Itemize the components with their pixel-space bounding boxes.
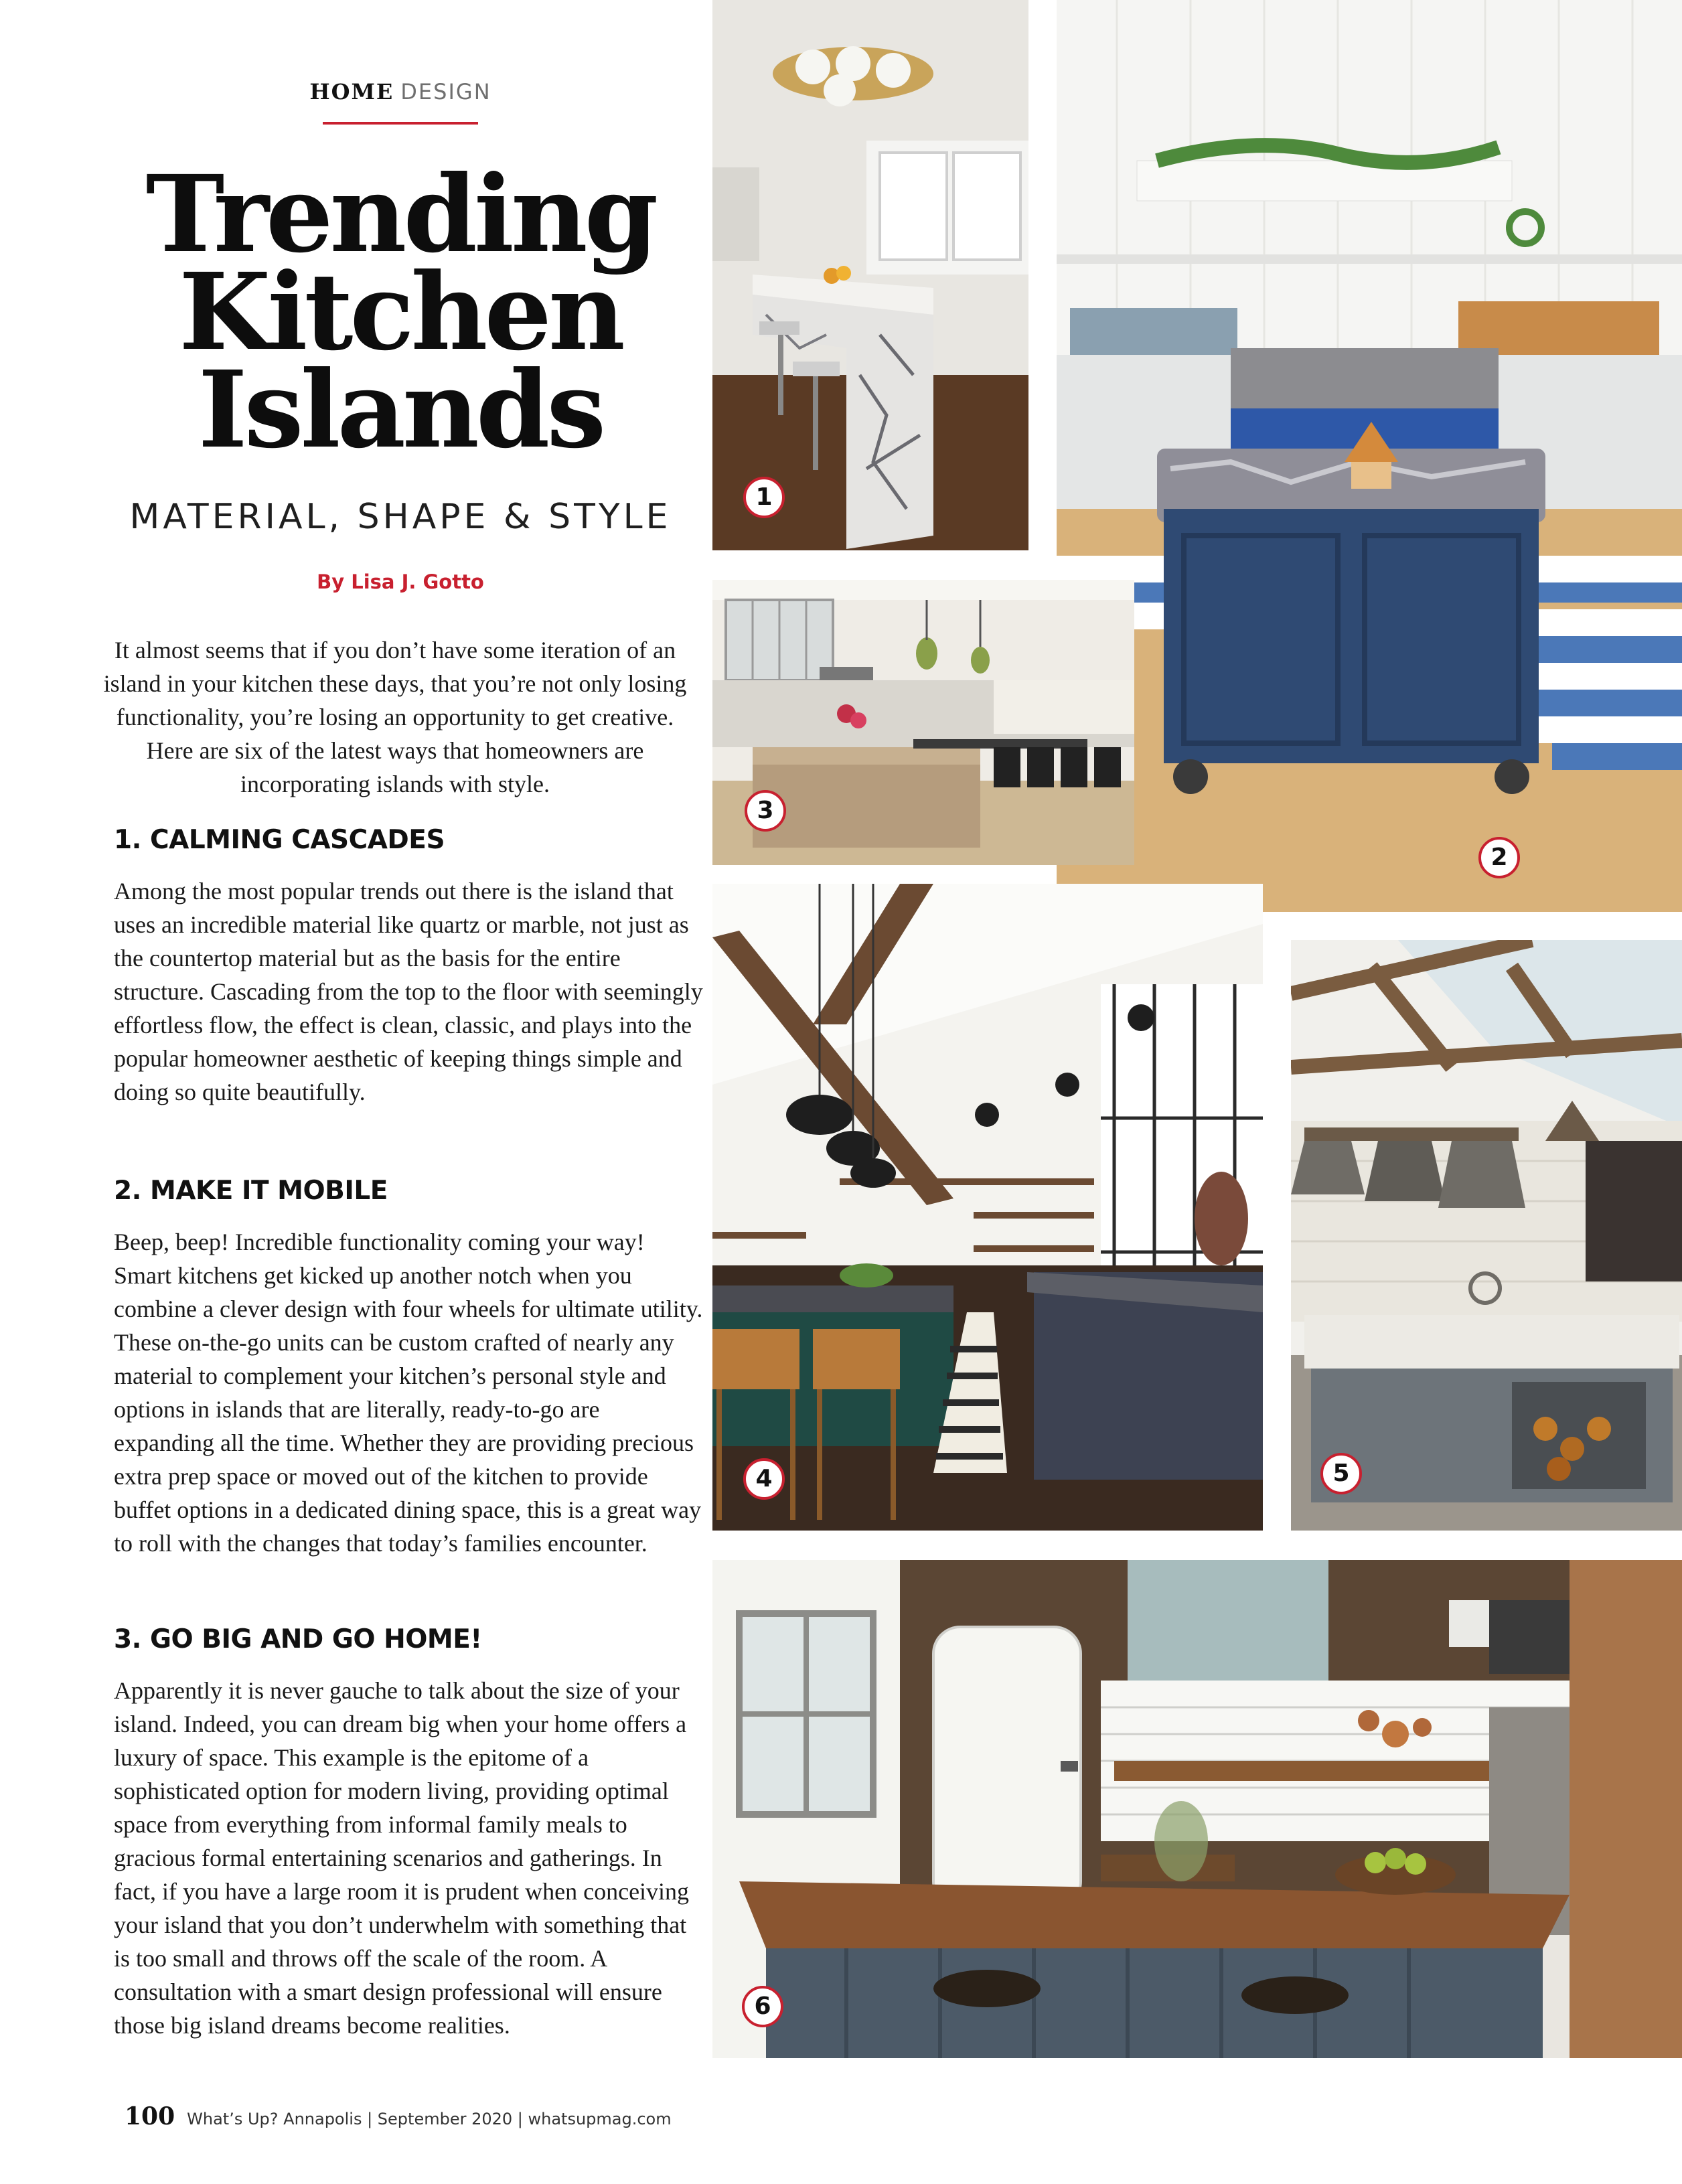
section-label-light: DESIGN bbox=[400, 79, 491, 104]
page-footer bbox=[125, 2102, 672, 2130]
photo-farmhouse-island bbox=[712, 1560, 1682, 2058]
page-number: 100 bbox=[125, 2102, 175, 2130]
photo-number-badge: 2 bbox=[1478, 837, 1520, 878]
section-body: Apparently it is never gauche to talk about the size of your island. Indeed, you can dream big when your home offers a luxury of space. This example is the epitome of a sophisticated option for modern living, providing optimal space from everything from informal family meals to gracious formal entertaining scenarios and gatherings. In fact, if you have a large room it is prudent when conceiving your island that you don’t underwhelm with something that is too small and throws off the scale of the room. A consultation with a smart design professional will ensure those big island dreams become realities. bbox=[114, 1677, 690, 2039]
section-body: Among the most popular trends out there is the island that uses an incredible material like quartz or marble, not just as the countertop material but as the basis for the entire structure. Cascading from the top to the floor with seemingly effortless flow, the effect is clean, classic, and plays into the popular homeowner aesthetic of keeping things simple and doing so quite beautifully. bbox=[114, 878, 703, 1105]
section-label bbox=[0, 79, 801, 104]
photo-number-badge: 4 bbox=[743, 1458, 785, 1500]
section-heading: 1. CALMING CASCADES bbox=[114, 825, 445, 855]
byline: By Lisa J. Gotto bbox=[317, 570, 484, 593]
section-label-bold: HOME bbox=[309, 79, 394, 104]
photo-number-badge: 3 bbox=[745, 790, 786, 832]
section-heading: 3. GO BIG AND GO HOME! bbox=[114, 1624, 482, 1654]
article-title bbox=[0, 153, 801, 472]
section-rule bbox=[323, 122, 478, 125]
photo-number-badge: 6 bbox=[742, 1986, 783, 2027]
section-body: Beep, beep! Incredible functionality coming your way! Smart kitchens get kicked up another notch when you combine a clever design with four wheels for ultimate utility. These on-the-go units can be custom crafted of nearly any material to complement your kitchen’s personal style and options in islands that are literally, ready-to-go are expanding all the time. Whether they are providing precious extra prep space or moved out of the kitchen to provide buffet options in a dedicated dining space, this is a great way to roll with the changes that today’s families encounter. bbox=[114, 1229, 703, 1557]
photo-mobile-island bbox=[1057, 0, 1682, 912]
section-heading: 2. MAKE IT MOBILE bbox=[114, 1176, 388, 1206]
intro-paragraph: It almost seems that if you don’t have some iteration of an island in your kitchen these days, that you’re not only losing functionality, you’re losing an opportunity to get creative. Here are six of the latest ways that homeowners are incorporating islands with style. bbox=[103, 637, 687, 797]
photo-rustic-island bbox=[1291, 940, 1682, 1531]
title-line: Kitchen bbox=[179, 250, 622, 374]
article-subtitle: MATERIAL, SHAPE & STYLE bbox=[129, 497, 672, 537]
photo-marble-island bbox=[712, 0, 1028, 550]
footer-publication: What’s Up? Annapolis | September 2020 | whatsupmag.com bbox=[187, 2110, 672, 2128]
photo-number-badge: 1 bbox=[743, 477, 785, 518]
photo-open-shelf-island bbox=[712, 884, 1263, 1531]
title-line: Trending bbox=[145, 153, 656, 277]
photo-number-badge: 5 bbox=[1320, 1453, 1362, 1494]
title-line: Islands bbox=[198, 348, 603, 472]
